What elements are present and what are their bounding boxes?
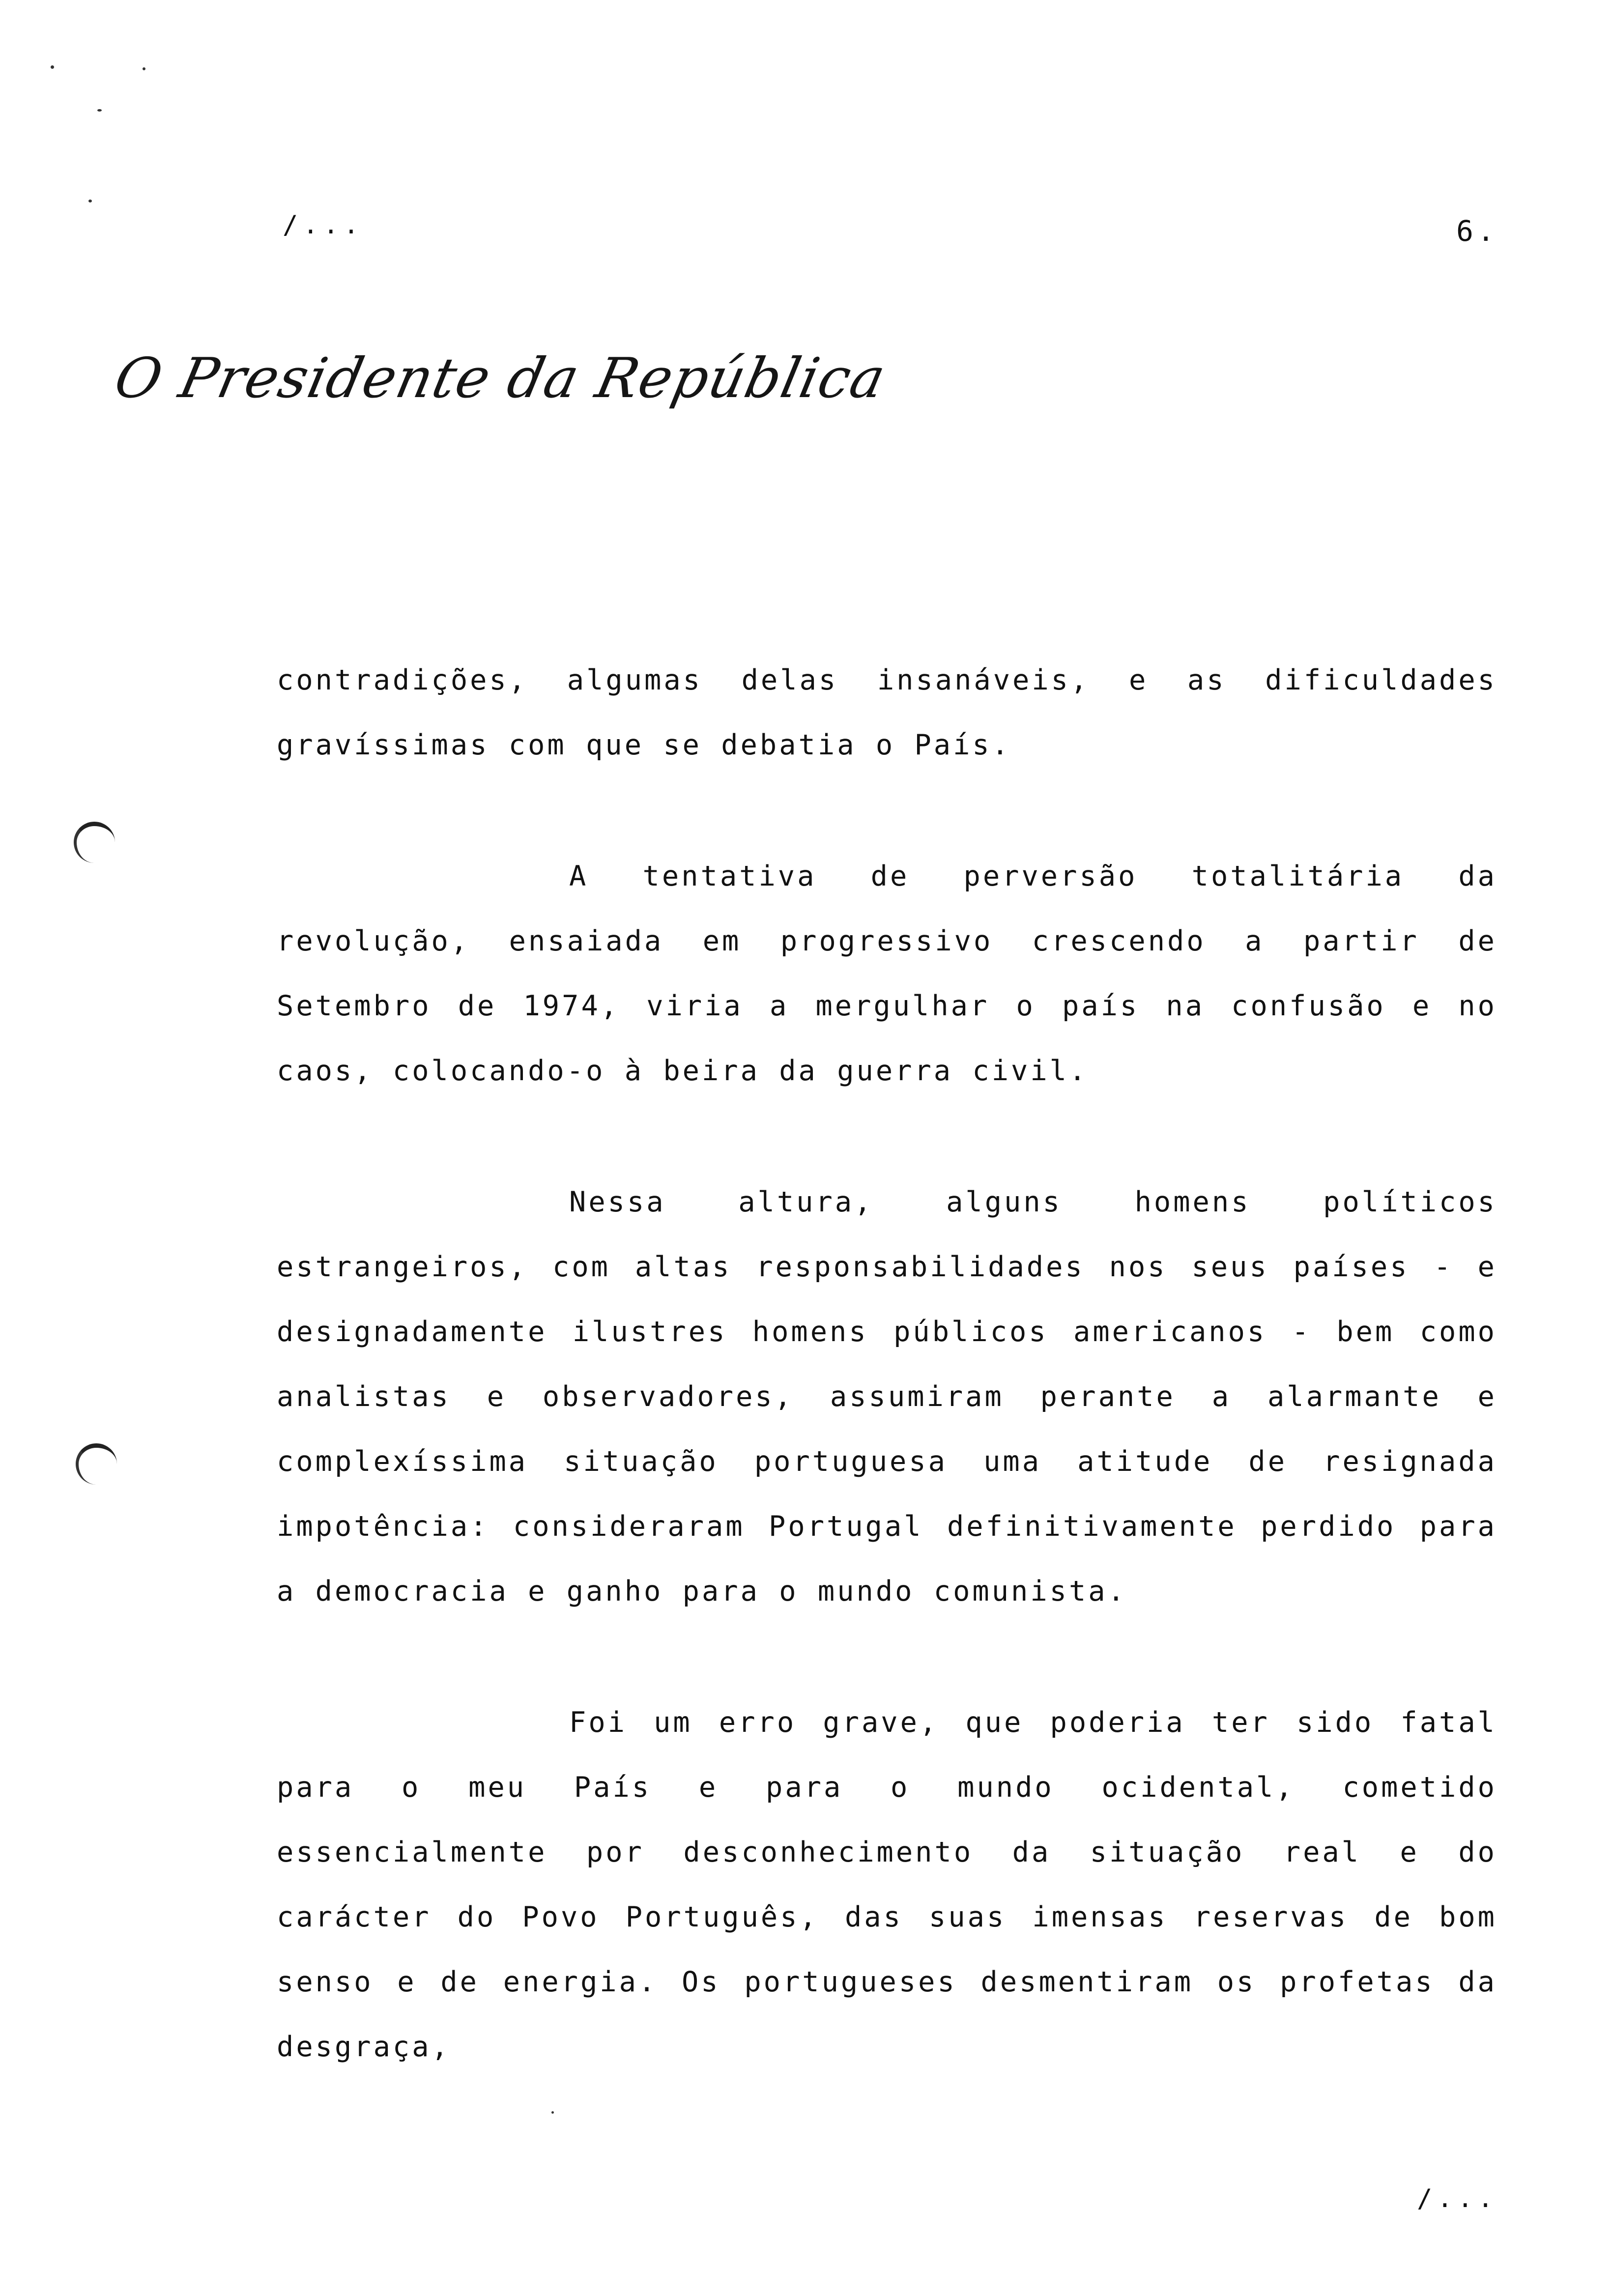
- body-paragraph: Nessa altura, alguns homens políticos estrangeiros, com altas responsabilidades nos seus países - e designadamente ilustres homens públicos americanos - bem como analistas e observadores, assumiram perante a alarmante e complexíssima situação portuguesa uma atitude de resignada impotência: consideraram Portugal definitivamente perdido para a democracia e ganho para o mundo comunista.: [277, 1186, 1497, 1607]
- scan-speck: [97, 109, 102, 112]
- continuation-mark-top: /...: [283, 210, 364, 240]
- letterhead-script: O Presidente da República: [109, 346, 892, 410]
- body-paragraph: Foi um erro grave, que poderia ter sido fatal para o meu País e para o mundo ocidental, cometido essencialmente por desconhecimento da situação real e do carácter do Povo Português, das suas imensas reservas de bom senso e de energia. Os portugueses desmentiram os profetas da desgraça,: [277, 1706, 1497, 2063]
- body-paragraph: A tentativa de perversão totalitária da revolução, ensaiada em progressivo crescendo a partir de Setembro de 1974, viria a mergulhar o país na confusão e no caos, colocando-o à beira da guerra civil.: [277, 860, 1497, 1087]
- scan-speck: [143, 67, 145, 70]
- continuation-mark-bottom: /...: [1417, 2184, 1498, 2213]
- scan-speck: [88, 200, 92, 202]
- scan-speck: [51, 65, 54, 69]
- punch-hole-mark: [74, 822, 115, 863]
- punch-hole-mark: [76, 1443, 117, 1485]
- letter-body: [277, 648, 1497, 2079]
- page-number: 6.: [1456, 214, 1498, 248]
- scan-speck: [551, 2111, 554, 2114]
- body-paragraph: contradições, algumas delas insanáveis, e as dificuldades gravíssimas com que se debatia o País.: [277, 664, 1497, 761]
